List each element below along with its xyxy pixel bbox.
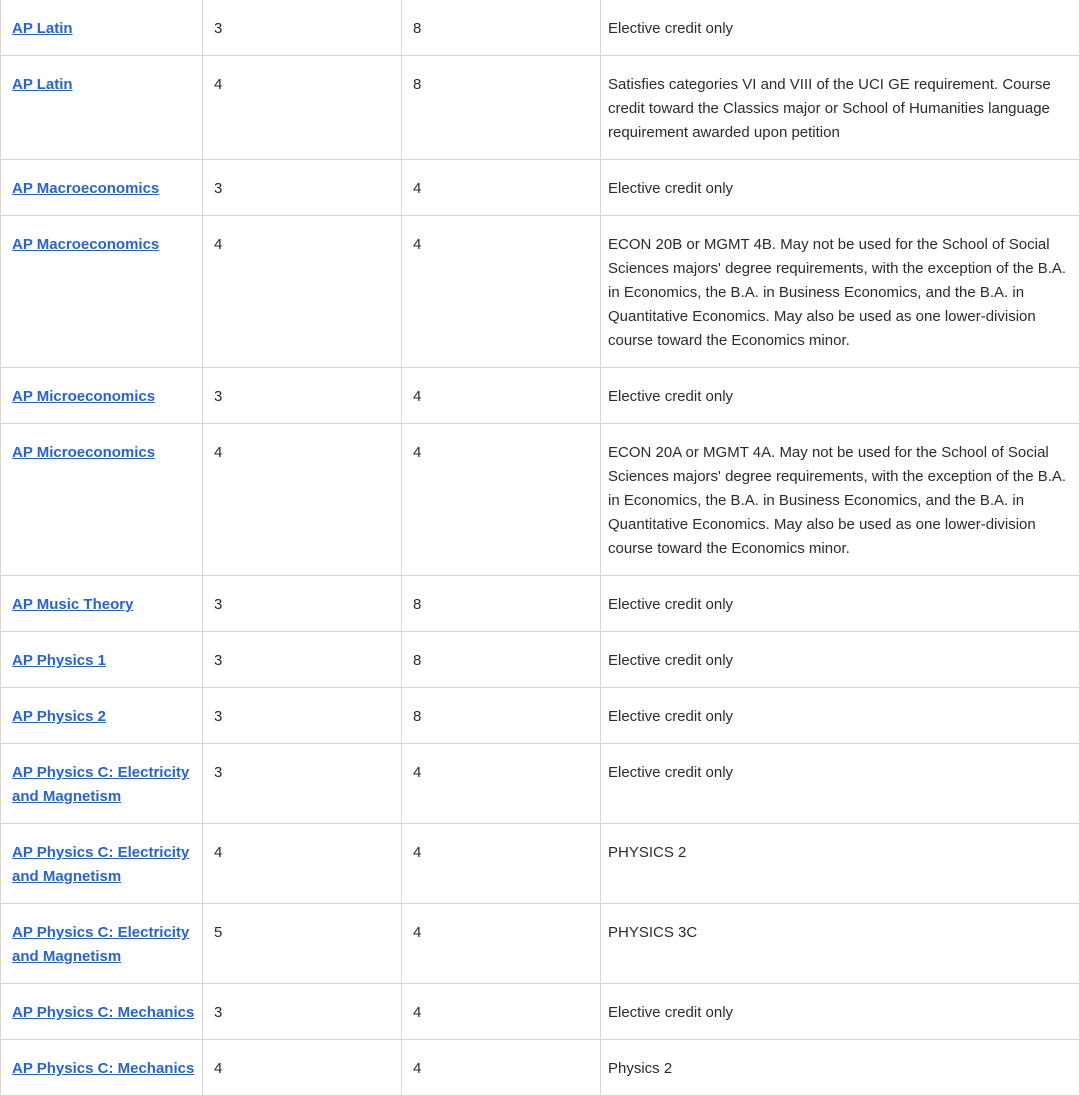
units-cell: 4 — [402, 824, 601, 904]
score-cell: 3 — [203, 688, 402, 744]
exam-cell — [1, 56, 203, 160]
exam-link[interactable]: AP Physics 2 — [12, 708, 106, 725]
score-cell: 4 — [203, 56, 402, 160]
table-row — [1, 56, 1080, 160]
exam-link[interactable]: AP Macroeconomics — [12, 180, 160, 197]
exam-cell — [1, 160, 203, 216]
exam-link[interactable]: AP Latin — [12, 20, 73, 37]
exam-link[interactable]: AP Physics C: Mechanics — [12, 1060, 195, 1077]
table-row — [1, 424, 1080, 576]
exam-cell — [1, 904, 203, 984]
score-cell: 3 — [203, 0, 402, 56]
exam-link[interactable]: AP Latin — [12, 76, 73, 93]
score-cell: 3 — [203, 368, 402, 424]
table-row — [1, 216, 1080, 368]
credit-cell: ECON 20B or MGMT 4B. May not be used for the School of Social Sciences majors' degree requirements, with the exception of the B.A. in Economics, the B.A. in Business Economics, and the B.A. in Quantitative Economics. May also be used as one lower-division course toward the Economics minor. — [601, 216, 1080, 368]
units-cell: 4 — [402, 1040, 601, 1096]
exam-link[interactable]: AP Physics C: Mechanics — [12, 1004, 195, 1021]
table-row — [1, 824, 1080, 904]
credit-cell: Elective credit only — [601, 160, 1080, 216]
credit-cell: Elective credit only — [601, 632, 1080, 688]
exam-cell — [1, 576, 203, 632]
table-row — [1, 744, 1080, 824]
exam-cell — [1, 744, 203, 824]
credit-cell: Elective credit only — [601, 0, 1080, 56]
exam-link[interactable]: AP Macroeconomics — [12, 236, 160, 253]
exam-link[interactable]: AP Microeconomics — [12, 388, 156, 405]
score-cell: 4 — [203, 1040, 402, 1096]
table-row — [1, 1040, 1080, 1096]
score-cell: 4 — [203, 216, 402, 368]
credit-cell: Satisfies categories VI and VIII of the UCI GE requirement. Course credit toward the Classics major or School of Humanities language requirement awarded upon petition — [601, 56, 1080, 160]
credit-cell: Elective credit only — [601, 744, 1080, 824]
table-row — [1, 904, 1080, 984]
exam-link[interactable]: AP Physics C: Electricity and Magnetism — [12, 844, 190, 885]
exam-cell — [1, 688, 203, 744]
units-cell: 4 — [402, 424, 601, 576]
units-cell: 8 — [402, 688, 601, 744]
table-row — [1, 688, 1080, 744]
exam-cell — [1, 0, 203, 56]
credit-cell: PHYSICS 3C — [601, 904, 1080, 984]
score-cell: 4 — [203, 824, 402, 904]
units-cell: 4 — [402, 984, 601, 1040]
exam-link[interactable]: AP Microeconomics — [12, 444, 156, 461]
exam-cell — [1, 216, 203, 368]
units-cell: 8 — [402, 0, 601, 56]
credit-cell: Elective credit only — [601, 576, 1080, 632]
credit-cell: Elective credit only — [601, 368, 1080, 424]
score-cell: 4 — [203, 424, 402, 576]
credit-cell: ECON 20A or MGMT 4A. May not be used for the School of Social Sciences majors' degree requirements, with the exception of the B.A. in Economics, the B.A. in Business Economics, and the B.A. in Quantitative Economics. May also be used as one lower-division course toward the Economics minor. — [601, 424, 1080, 576]
table-row — [1, 0, 1080, 56]
exam-link[interactable]: AP Physics 1 — [12, 652, 106, 669]
units-cell: 4 — [402, 216, 601, 368]
units-cell: 4 — [402, 160, 601, 216]
table-row — [1, 576, 1080, 632]
table-row — [1, 368, 1080, 424]
score-cell: 3 — [203, 744, 402, 824]
table-row — [1, 984, 1080, 1040]
exam-cell — [1, 424, 203, 576]
score-cell: 3 — [203, 160, 402, 216]
score-cell: 3 — [203, 632, 402, 688]
credit-cell: Elective credit only — [601, 688, 1080, 744]
table-row — [1, 632, 1080, 688]
exam-cell — [1, 1040, 203, 1096]
units-cell: 4 — [402, 368, 601, 424]
credit-cell: Elective credit only — [601, 984, 1080, 1040]
exam-cell — [1, 632, 203, 688]
table-body — [1, 0, 1080, 1096]
score-cell: 3 — [203, 576, 402, 632]
units-cell: 8 — [402, 632, 601, 688]
exam-link[interactable]: AP Physics C: Electricity and Magnetism — [12, 764, 190, 805]
units-cell: 8 — [402, 576, 601, 632]
exam-cell — [1, 984, 203, 1040]
exam-link[interactable]: AP Music Theory — [12, 596, 134, 613]
credit-cell: PHYSICS 2 — [601, 824, 1080, 904]
exam-cell — [1, 824, 203, 904]
credit-cell: Physics 2 — [601, 1040, 1080, 1096]
score-cell: 3 — [203, 984, 402, 1040]
exam-cell — [1, 368, 203, 424]
units-cell: 8 — [402, 56, 601, 160]
score-cell: 5 — [203, 904, 402, 984]
units-cell: 4 — [402, 744, 601, 824]
units-cell: 4 — [402, 904, 601, 984]
exam-link[interactable]: AP Physics C: Electricity and Magnetism — [12, 924, 190, 965]
table-row — [1, 160, 1080, 216]
